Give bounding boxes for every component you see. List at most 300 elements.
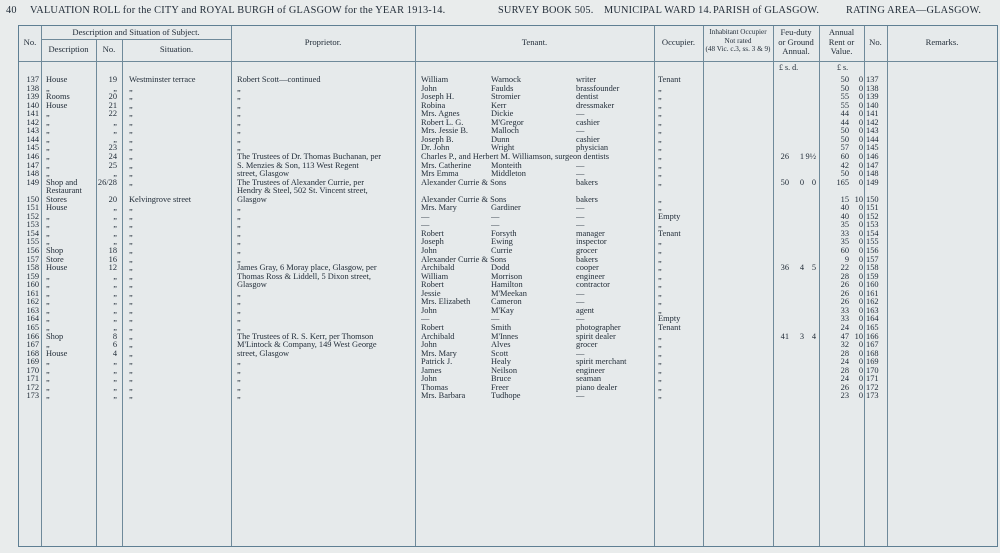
tenant-trade: bakers — [576, 177, 598, 187]
proprietor: „ — [237, 117, 241, 127]
occupier: „ — [658, 117, 662, 127]
rent-shillings: 0 — [858, 263, 863, 273]
occupier: „ — [658, 254, 662, 264]
occupier: „ — [658, 92, 662, 102]
street-number: 26/28 — [97, 177, 117, 187]
proprietor: „ — [237, 83, 241, 93]
feu-units: £ s. d. — [779, 63, 799, 72]
proprietor: The Trustees of R. S. Kerr, per Thomson — [237, 331, 374, 341]
row-number: 160 — [26, 280, 39, 290]
proprietor: „ — [237, 357, 241, 367]
tenant-forename: Dr. John — [421, 143, 450, 153]
occupier: „ — [658, 220, 662, 230]
tenant-forename: William — [421, 75, 449, 84]
rent-shillings: 0 — [858, 151, 863, 161]
street-number: „ — [113, 305, 117, 315]
rent-pounds: 26 — [840, 280, 849, 290]
row-number: 143 — [26, 126, 39, 136]
tenant-surname: Alves — [491, 340, 511, 350]
description: „ — [46, 322, 50, 332]
occupier: Tenant — [658, 75, 681, 84]
proprietor: James Gray, 6 Moray place, Glasgow, per — [237, 263, 377, 273]
rent-pounds: 50 — [840, 75, 849, 84]
street-number: „ — [113, 391, 117, 401]
row-number-right: 138 — [866, 83, 879, 93]
tenant-forename: John — [421, 340, 437, 350]
occupier: „ — [658, 134, 662, 144]
header-situation: Situation. — [159, 44, 194, 54]
rent-pounds: 47 — [840, 331, 849, 341]
row-number-right: 140 — [866, 100, 879, 110]
description: „ — [46, 83, 50, 93]
header-remarks: Remarks. — [925, 37, 959, 47]
tenant-forename: Jessie — [421, 288, 441, 298]
rent-pounds: 50 — [840, 169, 849, 179]
row-number-right: 149 — [866, 177, 879, 187]
tenant-forename: Mrs. Agnes — [421, 109, 460, 119]
rent-shillings: 0 — [858, 228, 863, 238]
situation: „ — [129, 109, 133, 119]
rent-shillings: 0 — [858, 322, 863, 332]
feu-shillings: 4 — [799, 263, 804, 273]
tenant-surname: — — [491, 314, 500, 324]
situation: „ — [129, 143, 133, 153]
feu-pence: 0 — [811, 177, 816, 187]
row-number-right: 147 — [866, 160, 879, 170]
feu-pounds: 41 — [780, 331, 789, 341]
occupier: „ — [658, 348, 662, 358]
tenant-trade: photographer — [576, 322, 621, 332]
tenant-trade: spirit dealer — [576, 331, 616, 341]
tenant-trade: cashier — [576, 134, 600, 144]
row-number-right: 159 — [866, 271, 879, 281]
description: „ — [46, 391, 50, 401]
tenant-trade: brassfounder — [576, 83, 620, 93]
occupier: Empty — [658, 211, 681, 221]
rent-line-3: Value. — [830, 46, 853, 56]
street-number: „ — [113, 365, 117, 375]
situation: „ — [129, 348, 133, 358]
row-number-right: 168 — [866, 348, 879, 358]
description: Store — [46, 254, 64, 264]
situation: „ — [129, 203, 133, 213]
row-number: 147 — [26, 160, 39, 170]
tenant-trade: — — [576, 211, 585, 221]
rent-shillings: 0 — [858, 348, 863, 358]
row-number-right: 158 — [866, 263, 879, 273]
description: Shop — [46, 246, 64, 255]
tenant-forename: Alexander Currie & Sons — [421, 177, 507, 187]
description: „ — [46, 271, 50, 281]
feu-shillings: 0 — [799, 177, 804, 187]
situation: „ — [129, 177, 133, 187]
tenant-forename: Robert — [421, 228, 444, 238]
occupier: „ — [658, 246, 662, 255]
proprietor: street, Glasgow — [237, 348, 290, 358]
street-number: „ — [113, 83, 117, 93]
occupier: „ — [658, 263, 662, 273]
rating-area: RATING AREA—GLASGOW. — [846, 5, 982, 16]
tenant-surname: M'Meekan — [491, 288, 527, 298]
description: „ — [46, 305, 50, 315]
inhabitant-line-2: Not rated — [724, 36, 752, 45]
tenant-surname: Scott — [491, 348, 509, 358]
tenant-forename: Archibald — [421, 331, 455, 341]
rent-pounds: 50 — [840, 83, 849, 93]
street-number: 12 — [108, 263, 117, 273]
inhabitant-line-3: (48 Vic. c.3, ss. 3 & 9) — [705, 45, 771, 54]
description: Stores — [46, 194, 67, 204]
occupier: Empty — [658, 314, 681, 324]
proprietor: „ — [237, 100, 241, 110]
tenant-surname: Middleton — [491, 169, 526, 179]
situation: „ — [129, 357, 133, 367]
tenant-forename: — — [421, 314, 430, 324]
description: „ — [46, 220, 50, 230]
header-annual-rent — [819, 28, 864, 57]
rent-shillings: 0 — [858, 382, 863, 392]
tenant-forename: John — [421, 83, 437, 93]
proprietor: „ — [237, 228, 241, 238]
street-number: „ — [113, 220, 117, 230]
description: „ — [46, 211, 50, 221]
occupier: „ — [658, 271, 662, 281]
street-number: 24 — [108, 151, 117, 161]
rent-shillings: 0 — [858, 203, 863, 213]
header-proprietor: Proprietor. — [304, 37, 342, 47]
rent-pounds: 33 — [840, 314, 849, 324]
rent-shillings: 0 — [858, 280, 863, 290]
tenant-trade: — — [576, 203, 585, 213]
tenant-surname: Wright — [491, 143, 515, 153]
description: „ — [46, 160, 50, 170]
rent-pounds: 35 — [840, 237, 849, 247]
rent-shillings: 0 — [858, 160, 863, 170]
tenant-surname: Dunn — [491, 134, 510, 144]
description: „ — [46, 280, 50, 290]
street-number: 23 — [108, 143, 117, 153]
occupier: „ — [658, 357, 662, 367]
row-number: 162 — [26, 297, 39, 307]
row-number-right: 152 — [866, 211, 879, 221]
rent-pounds: 55 — [840, 100, 849, 110]
rent-pounds: 33 — [840, 228, 849, 238]
description: „ — [46, 365, 50, 375]
row-number: 173 — [26, 391, 39, 401]
street-number: „ — [113, 374, 117, 384]
row-number-right: 171 — [866, 374, 879, 384]
proprietor: „ — [237, 211, 241, 221]
situation: „ — [129, 263, 133, 273]
tenant-forename: Joseph H. — [421, 92, 455, 102]
rent-pounds: 24 — [840, 374, 849, 384]
rent-pounds: 60 — [840, 151, 849, 161]
tenant-forename: Alexander Currie & Sons — [421, 254, 507, 264]
rent-shillings: 0 — [858, 288, 863, 298]
row-number-right: 172 — [866, 382, 879, 392]
tenant-trade: contractor — [576, 280, 610, 290]
proprietor: „ — [237, 134, 241, 144]
occupier: „ — [658, 83, 662, 93]
occupier: „ — [658, 382, 662, 392]
proprietor: S. Menzies & Son, 113 West Regent — [237, 160, 359, 170]
occupier: „ — [658, 109, 662, 119]
header-no: No. — [23, 37, 37, 47]
description: „ — [46, 314, 50, 324]
proprietor: „ — [237, 391, 241, 401]
row-number: 156 — [26, 246, 39, 255]
tenant-surname: M'Kay — [491, 305, 514, 315]
row-number-right: 169 — [866, 357, 879, 367]
header-description-group: Description and Situation of Subject. — [72, 27, 200, 37]
rent-shillings: 0 — [858, 211, 863, 221]
proprietor: „ — [237, 305, 241, 315]
row-number: 150 — [26, 194, 39, 204]
feu-line-1: Feu-duty — [780, 27, 812, 37]
rent-shillings: 10 — [854, 331, 863, 341]
parish: PARISH of GLASGOW. — [713, 5, 820, 16]
proprietor: The Trustees of Alexander Currie, per — [237, 177, 364, 187]
situation: „ — [129, 314, 133, 324]
tenant-forename: Mrs. Catherine — [421, 160, 472, 170]
situation: „ — [129, 134, 133, 144]
row-number-right: 173 — [866, 391, 879, 401]
occupier: „ — [658, 143, 662, 153]
street-number: 16 — [108, 254, 117, 264]
situation: „ — [129, 151, 133, 161]
rent-pounds: 28 — [840, 271, 849, 281]
situation: „ — [129, 126, 133, 136]
rent-pounds: 22 — [840, 263, 849, 273]
proprietor: „ — [237, 92, 241, 102]
row-number: 170 — [26, 365, 39, 375]
situation: „ — [129, 237, 133, 247]
row-number-right: 153 — [866, 220, 879, 230]
row-number: 138 — [26, 83, 39, 93]
tenant-forename: John — [421, 305, 437, 315]
feu-pounds: 26 — [780, 151, 789, 161]
tenant-forename: Alexander Currie & Sons — [421, 194, 507, 204]
tenant-trade: — — [576, 160, 585, 170]
occupier: „ — [658, 126, 662, 136]
tenant-surname: Currie — [491, 246, 513, 255]
situation: „ — [129, 254, 133, 264]
rent-shillings: 0 — [858, 92, 863, 102]
occupier: „ — [658, 331, 662, 341]
rent-shillings: 0 — [858, 237, 863, 247]
situation: „ — [129, 211, 133, 221]
row-number-right: 143 — [866, 126, 879, 136]
occupier: „ — [658, 280, 662, 290]
street-number: „ — [113, 169, 117, 179]
row-number-right: 157 — [866, 254, 879, 264]
rent-pounds: 26 — [840, 288, 849, 298]
rent-shillings: 0 — [858, 391, 863, 401]
occupier: „ — [658, 365, 662, 375]
tenant-trade: — — [576, 348, 585, 358]
description: Shop — [46, 331, 64, 341]
row-number: 157 — [26, 254, 39, 264]
tenant-forename: Mrs. Elizabeth — [421, 297, 471, 307]
row-number-right: 141 — [866, 109, 879, 119]
header-description: Description — [48, 44, 89, 54]
tenant-surname: Warnock — [491, 75, 522, 84]
tenant-forename: Joseph B. — [421, 134, 454, 144]
occupier: „ — [658, 169, 662, 179]
row-number: 164 — [26, 314, 39, 324]
tenant-trade: dentist — [576, 92, 599, 102]
tenant-trade: cashier — [576, 117, 600, 127]
tenant-forename: Archibald — [421, 263, 455, 273]
survey-book: SURVEY BOOK 505. — [498, 5, 594, 16]
tenant-forename: — — [421, 211, 430, 221]
rent-pounds: 33 — [840, 305, 849, 315]
row-number: 169 — [26, 357, 39, 367]
tenant-surname: — — [491, 220, 500, 230]
row-number: 153 — [26, 220, 39, 230]
proprietor: „ — [237, 203, 241, 213]
tenant-surname: Healy — [491, 357, 511, 367]
tenant-trade: — — [576, 220, 585, 230]
row-number-right: 151 — [866, 203, 879, 213]
tenant-surname: Neilson — [491, 365, 518, 375]
header-inhabitant-occupier — [703, 28, 773, 54]
situation: Westminster terrace — [129, 75, 196, 84]
tenant-trade: grocer — [576, 340, 598, 350]
rent-shillings: 0 — [858, 254, 863, 264]
tenant-trade: — — [576, 126, 585, 136]
rent-shillings: 0 — [858, 134, 863, 144]
proprietor: „ — [237, 109, 241, 119]
street-number: „ — [113, 228, 117, 238]
tenant-forename: Mrs. Barbara — [421, 391, 466, 401]
occupier: „ — [658, 305, 662, 315]
feu-shillings: 3 — [799, 331, 804, 341]
tenant-forename: Robert L. G. — [421, 117, 464, 127]
row-number: 151 — [26, 203, 39, 213]
tenant-surname: Morrison — [491, 271, 523, 281]
situation: „ — [129, 83, 133, 93]
description: „ — [46, 237, 50, 247]
tenant-forename: Mrs. Mary — [421, 203, 457, 213]
proprietor: „ — [237, 254, 241, 264]
situation: „ — [129, 331, 133, 341]
proprietor: „ — [237, 126, 241, 136]
rent-shillings: 0 — [858, 271, 863, 281]
proprietor: The Trustees of Dr. Thomas Buchanan, per — [237, 151, 382, 161]
tenant-surname: Gardiner — [491, 203, 521, 213]
rent-pounds: 32 — [840, 340, 849, 350]
tenant-forename: Patrick J. — [421, 357, 453, 367]
street-number: „ — [113, 126, 117, 136]
row-number: 154 — [26, 228, 39, 238]
rent-shillings: 0 — [858, 305, 863, 315]
rent-shillings: 0 — [858, 143, 863, 153]
rent-shillings: 0 — [858, 100, 863, 110]
tenant-trade: manager — [576, 228, 605, 238]
tenant-surname: M'Gregor — [491, 117, 524, 127]
rent-shillings: 0 — [858, 220, 863, 230]
header-number: No. — [102, 44, 116, 54]
street-number: 25 — [108, 160, 117, 170]
situation: „ — [129, 100, 133, 110]
header-feu-duty — [773, 28, 819, 57]
roll-title: VALUATION ROLL for the CITY and ROYAL BURGH of GLASGOW for the YEAR 1913-14. — [30, 5, 446, 16]
rent-pounds: 165 — [836, 177, 849, 187]
rent-pounds: 40 — [840, 211, 849, 221]
tenant-surname: Dickie — [491, 109, 514, 119]
situation: „ — [129, 322, 133, 332]
row-number: 146 — [26, 151, 39, 161]
tenant-surname: Stromier — [491, 92, 521, 102]
feu-shillings: 1 — [799, 151, 804, 161]
rent-pounds: 15 — [840, 194, 849, 204]
tenant-surname: Cameron — [491, 297, 522, 307]
tenant-forename: — — [421, 220, 430, 230]
description: „ — [46, 340, 50, 350]
tenant-forename: John — [421, 374, 437, 384]
street-number: „ — [113, 288, 117, 298]
occupier: „ — [658, 288, 662, 298]
tenant-forename: James — [421, 365, 442, 375]
row-number-right: 170 — [866, 365, 879, 375]
rent-shillings: 0 — [858, 177, 863, 187]
rent-pounds: 40 — [840, 203, 849, 213]
description: „ — [46, 126, 50, 136]
rent-pounds: 55 — [840, 92, 849, 102]
rent-shillings: 0 — [858, 374, 863, 384]
header-occupier: Occupier. — [661, 37, 696, 47]
row-number: 152 — [26, 211, 39, 221]
tenant-trade: cooper — [576, 263, 599, 273]
row-number-right: 142 — [866, 117, 879, 127]
description: „ — [46, 374, 50, 384]
street-number: „ — [113, 357, 117, 367]
situation: „ — [129, 220, 133, 230]
tenant-trade: — — [576, 288, 585, 298]
tenant-trade: seaman — [576, 374, 602, 384]
tenant-trade: physician — [576, 143, 609, 153]
page-number: 40 — [6, 5, 17, 16]
street-number: „ — [113, 203, 117, 213]
tenant-trade: — — [576, 109, 585, 119]
description: „ — [46, 151, 50, 161]
table-row — [19, 391, 997, 400]
tenant-trade: — — [576, 391, 585, 401]
tenant-surname: Forsyth — [491, 228, 517, 238]
tenant-forename: William — [421, 271, 449, 281]
feu-pounds: 50 — [780, 177, 789, 187]
proprietor: „ — [237, 322, 241, 332]
tenant-trade: dressmaker — [576, 100, 615, 110]
row-number: 165 — [26, 322, 39, 332]
street-number: 22 — [108, 109, 117, 119]
tenant-forename: Mrs. Jessie B. — [421, 126, 468, 136]
tenant-surname: Hamilton — [491, 280, 523, 290]
feu-pence: 5 — [811, 263, 816, 273]
description: „ — [46, 143, 50, 153]
proprietor: M'Lintock & Company, 149 West George — [237, 340, 377, 350]
description: House — [46, 75, 68, 84]
row-number: 144 — [26, 134, 39, 144]
street-number: „ — [113, 134, 117, 144]
occupier: „ — [658, 374, 662, 384]
occupier: „ — [658, 203, 662, 213]
row-number: 149 — [26, 177, 39, 187]
feu-pounds: 36 — [780, 263, 789, 273]
occupier: „ — [658, 160, 662, 170]
street-number: 18 — [108, 246, 117, 255]
